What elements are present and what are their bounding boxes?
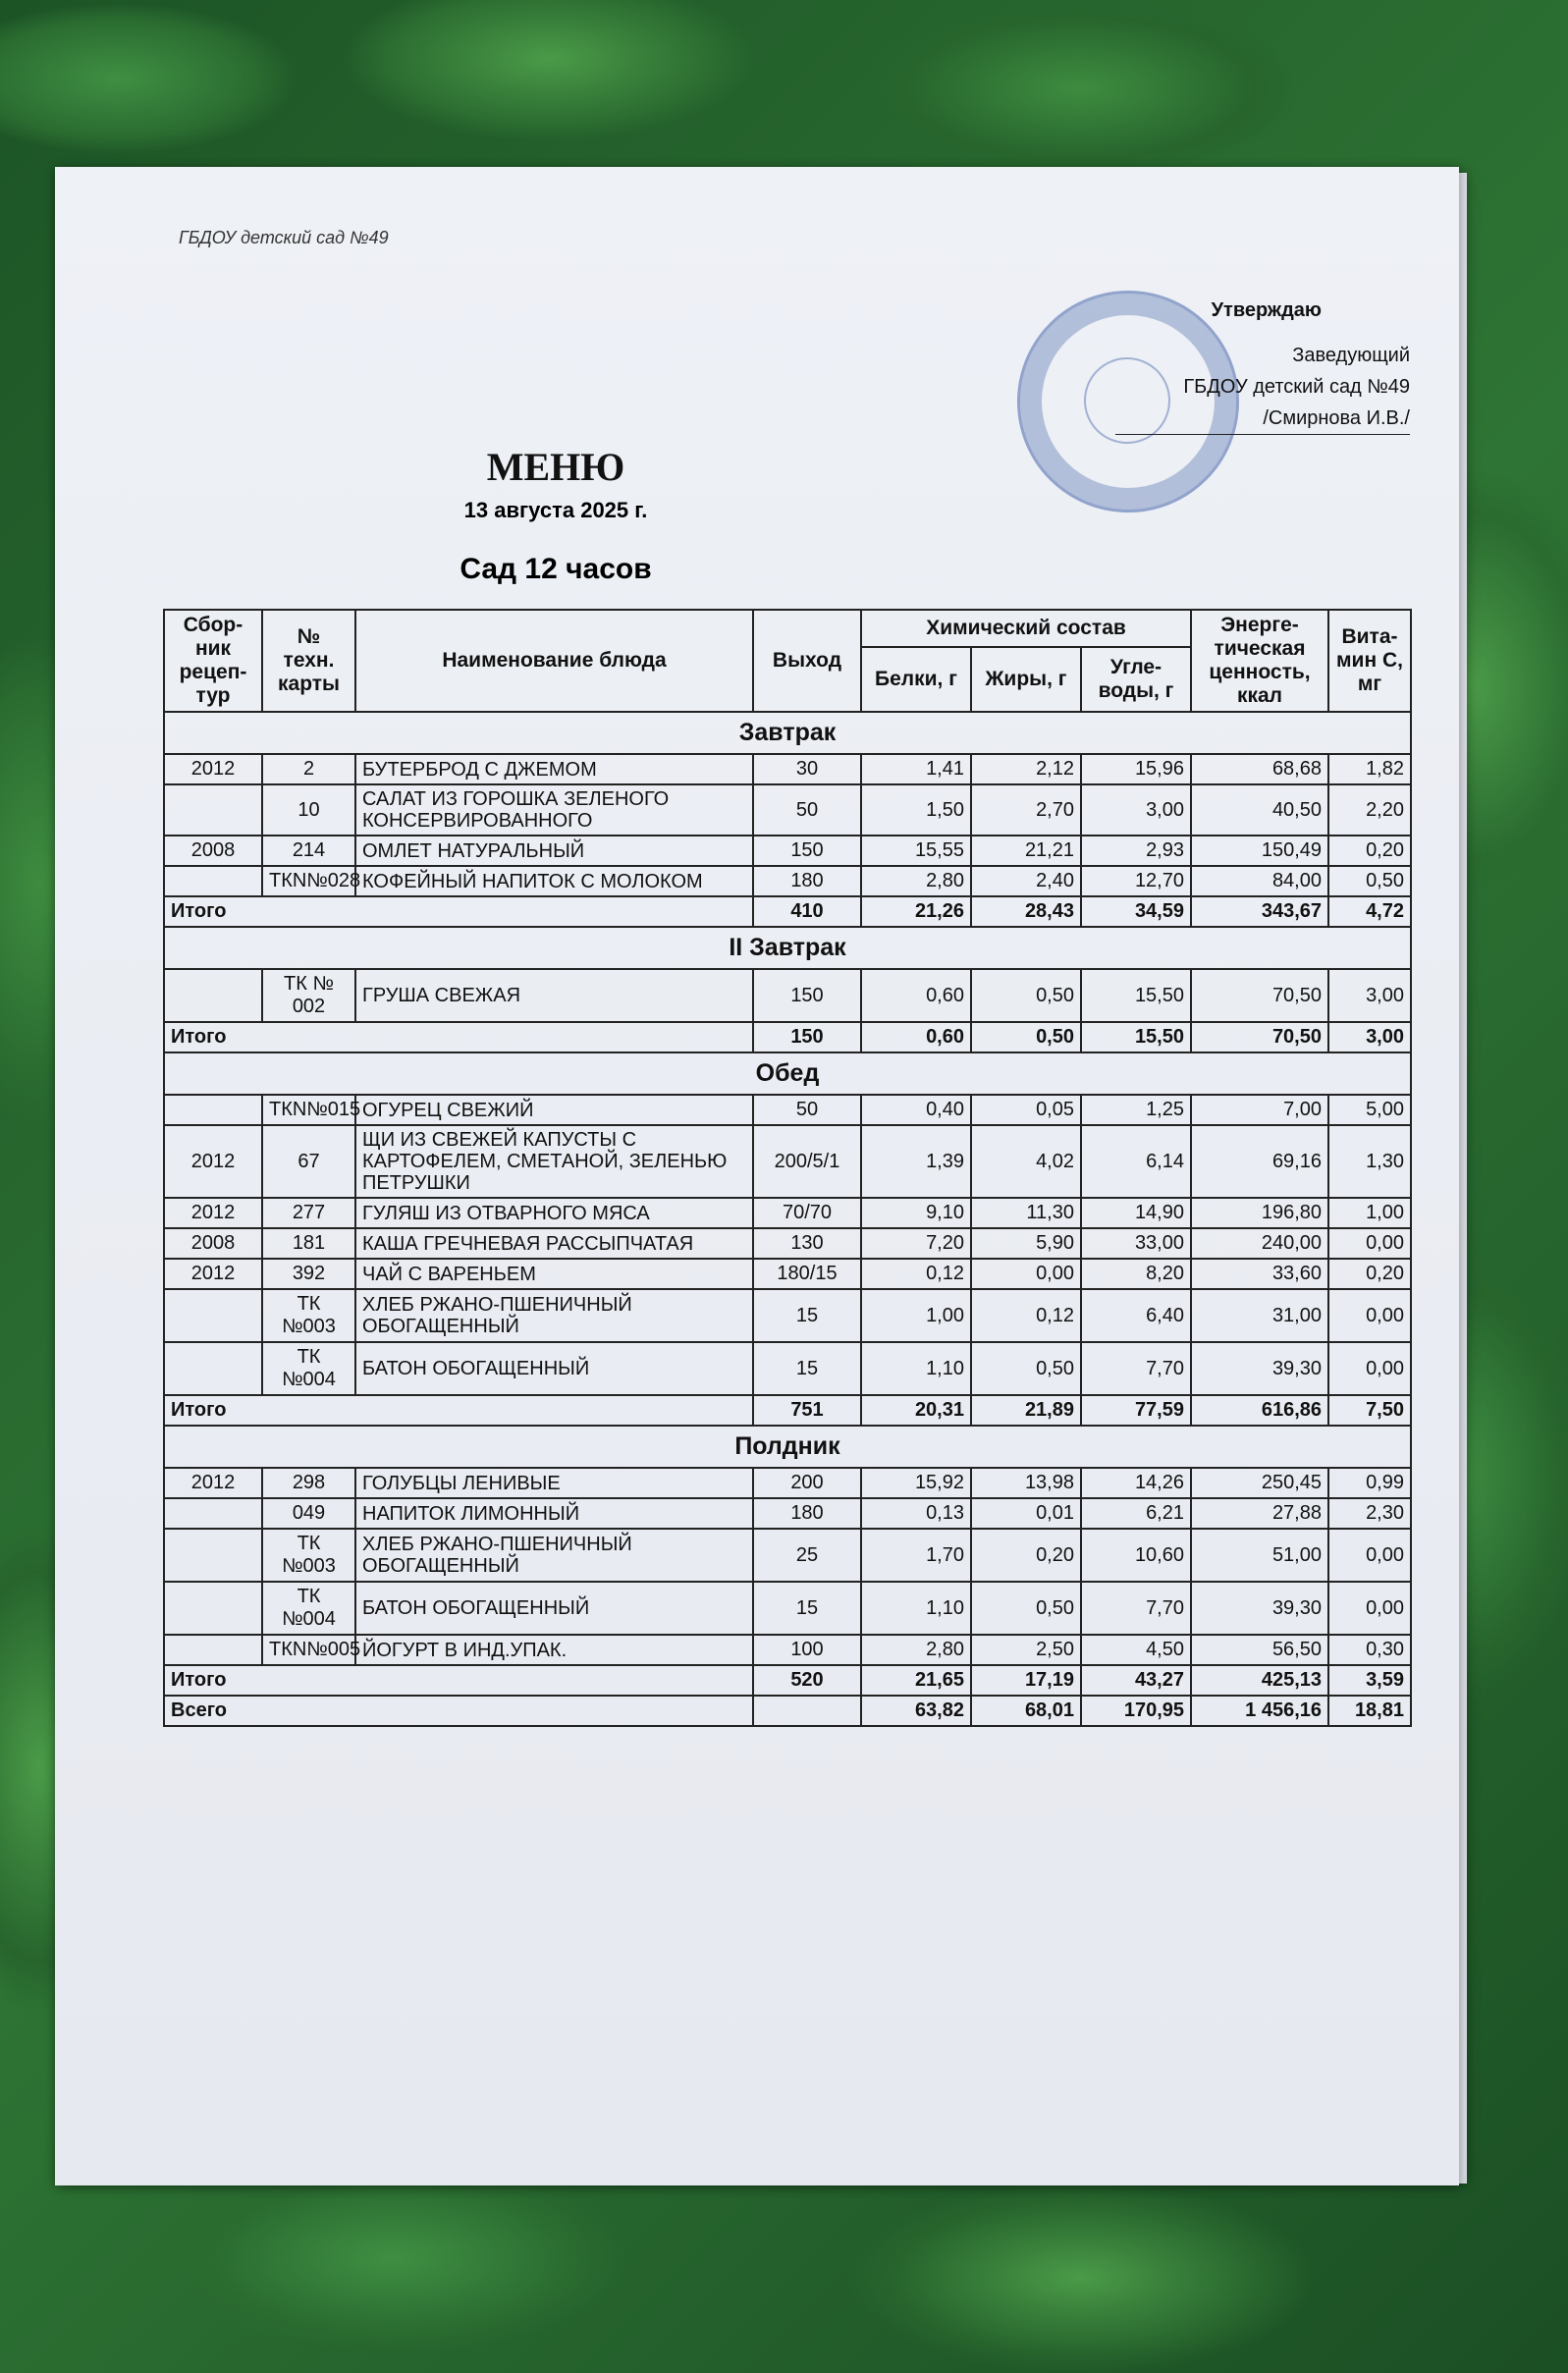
cell-techcard: 298 bbox=[262, 1468, 355, 1498]
cell-dish-name: САЛАТ ИЗ ГОРОШКА ЗЕЛЕНОГО КОНСЕРВИРОВАННОГО bbox=[355, 784, 753, 836]
cell-protein: 9,10 bbox=[861, 1198, 971, 1228]
grand-total-carbs: 170,95 bbox=[1081, 1696, 1191, 1726]
col-output: Выход bbox=[753, 610, 861, 712]
cell-carbs: 15,50 bbox=[1081, 969, 1191, 1022]
cell-protein: 1,10 bbox=[861, 1582, 971, 1635]
cell-energy: 240,00 bbox=[1191, 1228, 1328, 1259]
section-title: Завтрак bbox=[164, 712, 1411, 754]
total-energy: 425,13 bbox=[1191, 1665, 1328, 1696]
cell-carbs: 14,90 bbox=[1081, 1198, 1191, 1228]
table-row bbox=[164, 836, 1411, 866]
cell-output: 70/70 bbox=[753, 1198, 861, 1228]
col-chem: Химический состав bbox=[861, 610, 1191, 647]
cell-carbs: 2,93 bbox=[1081, 836, 1191, 866]
cell-fat: 13,98 bbox=[971, 1468, 1081, 1498]
cell-fat: 21,21 bbox=[971, 836, 1081, 866]
cell-sbornik: 2008 bbox=[164, 836, 262, 866]
total-row bbox=[164, 1022, 1411, 1052]
cell-dish-name: НАПИТОК ЛИМОННЫЙ bbox=[355, 1498, 753, 1529]
cell-carbs: 6,14 bbox=[1081, 1125, 1191, 1198]
cell-dish-name: БУТЕРБРОД С ДЖЕМОМ bbox=[355, 754, 753, 784]
cell-energy: 39,30 bbox=[1191, 1582, 1328, 1635]
cell-protein: 15,92 bbox=[861, 1468, 971, 1498]
approve-org: ГБДОУ детский сад №49 bbox=[1183, 376, 1410, 398]
cell-dish-name: БАТОН ОБОГАЩЕННЫЙ bbox=[355, 1582, 753, 1635]
cell-output: 200/5/1 bbox=[753, 1125, 861, 1198]
cell-protein: 1,00 bbox=[861, 1289, 971, 1342]
table-row bbox=[164, 1582, 1411, 1635]
cell-techcard: ТК № 002 bbox=[262, 969, 355, 1022]
section-title: Обед bbox=[164, 1052, 1411, 1095]
total-fat: 28,43 bbox=[971, 896, 1081, 927]
col-energy: Энерге-тическая ценность, ккал bbox=[1191, 610, 1328, 712]
total-protein: 21,65 bbox=[861, 1665, 971, 1696]
table-row bbox=[164, 1198, 1411, 1228]
col-protein: Белки, г bbox=[861, 647, 971, 712]
col-sbornik: Сбор-ник рецеп-тур bbox=[164, 610, 262, 712]
table-row bbox=[164, 784, 1411, 836]
cell-sbornik bbox=[164, 1635, 262, 1665]
cell-techcard: 277 bbox=[262, 1198, 355, 1228]
cell-protein: 2,80 bbox=[861, 1635, 971, 1665]
table-row bbox=[164, 1468, 1411, 1498]
cell-vitamin: 1,00 bbox=[1328, 1198, 1411, 1228]
menu-date: 13 августа 2025 г. bbox=[463, 498, 648, 522]
table-row bbox=[164, 969, 1411, 1022]
table-row bbox=[164, 1095, 1411, 1125]
cell-vitamin: 2,30 bbox=[1328, 1498, 1411, 1529]
cell-protein: 1,39 bbox=[861, 1125, 971, 1198]
cell-protein: 0,40 bbox=[861, 1095, 971, 1125]
cell-fat: 0,01 bbox=[971, 1498, 1081, 1529]
cell-dish-name: ХЛЕБ РЖАНО-ПШЕНИЧНЫЙ ОБОГАЩЕННЫЙ bbox=[355, 1529, 753, 1582]
cell-dish-name: КАША ГРЕЧНЕВАЯ РАССЫПЧАТАЯ bbox=[355, 1228, 753, 1259]
approval-block bbox=[1096, 295, 1410, 435]
section-row bbox=[164, 1426, 1411, 1468]
cell-energy: 70,50 bbox=[1191, 969, 1328, 1022]
col-name: Наименование блюда bbox=[355, 610, 753, 712]
total-output: 520 bbox=[753, 1665, 861, 1696]
cell-techcard: 67 bbox=[262, 1125, 355, 1198]
cell-carbs: 10,60 bbox=[1081, 1529, 1191, 1582]
table-row bbox=[164, 866, 1411, 896]
approve-title: Утверждаю bbox=[1211, 299, 1322, 321]
table-row bbox=[164, 1498, 1411, 1529]
total-vitamin: 4,72 bbox=[1328, 896, 1411, 927]
cell-fat: 0,00 bbox=[971, 1259, 1081, 1289]
menu-table bbox=[163, 609, 1412, 1727]
total-label: Итого bbox=[164, 1665, 753, 1696]
cell-energy: 39,30 bbox=[1191, 1342, 1328, 1395]
cell-vitamin: 1,82 bbox=[1328, 754, 1411, 784]
grand-total-fat: 68,01 bbox=[971, 1696, 1081, 1726]
cell-fat: 0,50 bbox=[971, 1342, 1081, 1395]
approve-position: Заведующий bbox=[1292, 345, 1410, 366]
table-row bbox=[164, 1259, 1411, 1289]
cell-vitamin: 0,20 bbox=[1328, 1259, 1411, 1289]
cell-energy: 84,00 bbox=[1191, 866, 1328, 896]
col-techcard: № техн. карты bbox=[262, 610, 355, 712]
cell-energy: 196,80 bbox=[1191, 1198, 1328, 1228]
total-label: Итого bbox=[164, 1395, 753, 1426]
cell-vitamin: 0,00 bbox=[1328, 1342, 1411, 1395]
cell-dish-name: ХЛЕБ РЖАНО-ПШЕНИЧНЫЙ ОБОГАЩЕННЫЙ bbox=[355, 1289, 753, 1342]
col-fat: Жиры, г bbox=[971, 647, 1081, 712]
cell-output: 150 bbox=[753, 969, 861, 1022]
cell-dish-name: ГУЛЯШ ИЗ ОТВАРНОГО МЯСА bbox=[355, 1198, 753, 1228]
cell-protein: 1,70 bbox=[861, 1529, 971, 1582]
cell-protein: 7,20 bbox=[861, 1228, 971, 1259]
cell-output: 50 bbox=[753, 784, 861, 836]
cell-output: 180/15 bbox=[753, 1259, 861, 1289]
cell-carbs: 14,26 bbox=[1081, 1468, 1191, 1498]
section-row bbox=[164, 927, 1411, 969]
cell-techcard: 049 bbox=[262, 1498, 355, 1529]
grand-total-row bbox=[164, 1696, 1411, 1726]
cell-fat: 0,12 bbox=[971, 1289, 1081, 1342]
total-carbs: 43,27 bbox=[1081, 1665, 1191, 1696]
total-row bbox=[164, 1665, 1411, 1696]
cell-output: 30 bbox=[753, 754, 861, 784]
cell-energy: 250,45 bbox=[1191, 1468, 1328, 1498]
cell-energy: 31,00 bbox=[1191, 1289, 1328, 1342]
cell-output: 15 bbox=[753, 1289, 861, 1342]
cell-output: 180 bbox=[753, 1498, 861, 1529]
table-row bbox=[164, 1125, 1411, 1198]
grand-total-vitamin: 18,81 bbox=[1328, 1696, 1411, 1726]
cell-techcard: 2 bbox=[262, 754, 355, 784]
menu-subtitle: Сад 12 часов bbox=[460, 553, 652, 585]
table-row bbox=[164, 1289, 1411, 1342]
cell-techcard: ТКN№005 bbox=[262, 1635, 355, 1665]
cell-carbs: 7,70 bbox=[1081, 1342, 1191, 1395]
total-protein: 21,26 bbox=[861, 896, 971, 927]
total-energy: 343,67 bbox=[1191, 896, 1328, 927]
cell-fat: 11,30 bbox=[971, 1198, 1081, 1228]
cell-techcard: 10 bbox=[262, 784, 355, 836]
cell-protein: 0,60 bbox=[861, 969, 971, 1022]
cell-output: 180 bbox=[753, 866, 861, 896]
total-energy: 70,50 bbox=[1191, 1022, 1328, 1052]
cell-fat: 4,02 bbox=[971, 1125, 1081, 1198]
cell-energy: 150,49 bbox=[1191, 836, 1328, 866]
total-vitamin: 3,00 bbox=[1328, 1022, 1411, 1052]
cell-output: 15 bbox=[753, 1582, 861, 1635]
cell-fat: 0,50 bbox=[971, 969, 1081, 1022]
cell-output: 25 bbox=[753, 1529, 861, 1582]
total-vitamin: 7,50 bbox=[1328, 1395, 1411, 1426]
total-row bbox=[164, 896, 1411, 927]
cell-vitamin: 2,20 bbox=[1328, 784, 1411, 836]
cell-energy: 40,50 bbox=[1191, 784, 1328, 836]
cell-dish-name: ЙОГУРТ В ИНД.УПАК. bbox=[355, 1635, 753, 1665]
cell-sbornik bbox=[164, 1529, 262, 1582]
cell-techcard: ТК №004 bbox=[262, 1342, 355, 1395]
cell-carbs: 1,25 bbox=[1081, 1095, 1191, 1125]
cell-vitamin: 0,99 bbox=[1328, 1468, 1411, 1498]
total-label: Итого bbox=[164, 896, 753, 927]
total-fat: 21,89 bbox=[971, 1395, 1081, 1426]
cell-vitamin: 0,00 bbox=[1328, 1529, 1411, 1582]
col-carbs: Угле-воды, г bbox=[1081, 647, 1191, 712]
cell-protein: 2,80 bbox=[861, 866, 971, 896]
cell-fat: 2,70 bbox=[971, 784, 1081, 836]
cell-carbs: 8,20 bbox=[1081, 1259, 1191, 1289]
cell-vitamin: 0,00 bbox=[1328, 1228, 1411, 1259]
table-row bbox=[164, 1342, 1411, 1395]
cell-vitamin: 1,30 bbox=[1328, 1125, 1411, 1198]
cell-output: 100 bbox=[753, 1635, 861, 1665]
table-header bbox=[164, 610, 1411, 712]
cell-dish-name: ОГУРЕЦ СВЕЖИЙ bbox=[355, 1095, 753, 1125]
cell-sbornik bbox=[164, 1342, 262, 1395]
cell-dish-name: КОФЕЙНЫЙ НАПИТОК С МОЛОКОМ bbox=[355, 866, 753, 896]
section-title: II Завтрак bbox=[164, 927, 1411, 969]
page-title: МЕНЮ bbox=[486, 445, 625, 489]
cell-sbornik bbox=[164, 1289, 262, 1342]
section-row bbox=[164, 712, 1411, 754]
table-row bbox=[164, 754, 1411, 784]
cell-techcard: ТК №003 bbox=[262, 1529, 355, 1582]
cell-techcard: 392 bbox=[262, 1259, 355, 1289]
total-label: Итого bbox=[164, 1022, 753, 1052]
cell-output: 200 bbox=[753, 1468, 861, 1498]
cell-protein: 1,50 bbox=[861, 784, 971, 836]
col-vitamin: Вита-мин С, мг bbox=[1328, 610, 1411, 712]
cell-vitamin: 0,50 bbox=[1328, 866, 1411, 896]
cell-fat: 2,50 bbox=[971, 1635, 1081, 1665]
cell-fat: 0,50 bbox=[971, 1582, 1081, 1635]
cell-carbs: 12,70 bbox=[1081, 866, 1191, 896]
section-title: Полдник bbox=[164, 1426, 1411, 1468]
cell-energy: 68,68 bbox=[1191, 754, 1328, 784]
total-fat: 0,50 bbox=[971, 1022, 1081, 1052]
cell-carbs: 15,96 bbox=[1081, 754, 1191, 784]
cell-dish-name: ГРУША СВЕЖАЯ bbox=[355, 969, 753, 1022]
section-row bbox=[164, 1052, 1411, 1095]
total-protein: 20,31 bbox=[861, 1395, 971, 1426]
cell-vitamin: 0,00 bbox=[1328, 1289, 1411, 1342]
total-energy: 616,86 bbox=[1191, 1395, 1328, 1426]
cell-carbs: 4,50 bbox=[1081, 1635, 1191, 1665]
cell-techcard: 214 bbox=[262, 836, 355, 866]
cell-output: 15 bbox=[753, 1342, 861, 1395]
total-row bbox=[164, 1395, 1411, 1426]
cell-carbs: 7,70 bbox=[1081, 1582, 1191, 1635]
cell-fat: 2,12 bbox=[971, 754, 1081, 784]
total-carbs: 15,50 bbox=[1081, 1022, 1191, 1052]
cell-sbornik: 2012 bbox=[164, 1125, 262, 1198]
cell-vitamin: 3,00 bbox=[1328, 969, 1411, 1022]
cell-protein: 1,41 bbox=[861, 754, 971, 784]
organization-name: ГБДОУ детский сад №49 bbox=[179, 228, 389, 247]
cell-dish-name: ГОЛУБЦЫ ЛЕНИВЫЕ bbox=[355, 1468, 753, 1498]
cell-sbornik bbox=[164, 866, 262, 896]
grand-total-protein: 63,82 bbox=[861, 1696, 971, 1726]
cell-energy: 7,00 bbox=[1191, 1095, 1328, 1125]
cell-energy: 69,16 bbox=[1191, 1125, 1328, 1198]
cell-carbs: 6,21 bbox=[1081, 1498, 1191, 1529]
cell-vitamin: 0,20 bbox=[1328, 836, 1411, 866]
cell-fat: 2,40 bbox=[971, 866, 1081, 896]
grand-total-output bbox=[753, 1696, 861, 1726]
menu-document bbox=[55, 167, 1459, 2185]
grand-total-energy: 1 456,16 bbox=[1191, 1696, 1328, 1726]
table-row bbox=[164, 1529, 1411, 1582]
cell-carbs: 3,00 bbox=[1081, 784, 1191, 836]
total-carbs: 34,59 bbox=[1081, 896, 1191, 927]
total-fat: 17,19 bbox=[971, 1665, 1081, 1696]
cell-fat: 0,05 bbox=[971, 1095, 1081, 1125]
cell-output: 50 bbox=[753, 1095, 861, 1125]
cell-vitamin: 5,00 bbox=[1328, 1095, 1411, 1125]
cell-output: 130 bbox=[753, 1228, 861, 1259]
cell-carbs: 6,40 bbox=[1081, 1289, 1191, 1342]
approve-signature: /Смирнова И.В./ bbox=[1115, 403, 1410, 435]
cell-protein: 1,10 bbox=[861, 1342, 971, 1395]
cell-sbornik bbox=[164, 969, 262, 1022]
cell-energy: 51,00 bbox=[1191, 1529, 1328, 1582]
cell-sbornik bbox=[164, 1095, 262, 1125]
cell-protein: 0,12 bbox=[861, 1259, 971, 1289]
cell-techcard: 181 bbox=[262, 1228, 355, 1259]
title-block bbox=[55, 444, 1459, 586]
cell-dish-name: ЧАЙ С ВАРЕНЬЕМ bbox=[355, 1259, 753, 1289]
cell-output: 150 bbox=[753, 836, 861, 866]
grand-total-label: Всего bbox=[164, 1696, 753, 1726]
cell-protein: 0,13 bbox=[861, 1498, 971, 1529]
table-row bbox=[164, 1228, 1411, 1259]
cell-protein: 15,55 bbox=[861, 836, 971, 866]
cell-fat: 0,20 bbox=[971, 1529, 1081, 1582]
total-vitamin: 3,59 bbox=[1328, 1665, 1411, 1696]
total-output: 751 bbox=[753, 1395, 861, 1426]
cell-techcard: ТКN№015 bbox=[262, 1095, 355, 1125]
cell-carbs: 33,00 bbox=[1081, 1228, 1191, 1259]
cell-techcard: ТК №003 bbox=[262, 1289, 355, 1342]
cell-energy: 33,60 bbox=[1191, 1259, 1328, 1289]
cell-sbornik: 2012 bbox=[164, 754, 262, 784]
cell-dish-name: ЩИ ИЗ СВЕЖЕЙ КАПУСТЫ С КАРТОФЕЛЕМ, СМЕТАНОЙ, ЗЕЛЕНЬЮ ПЕТРУШКИ bbox=[355, 1125, 753, 1198]
cell-sbornik bbox=[164, 1582, 262, 1635]
cell-sbornik bbox=[164, 1498, 262, 1529]
cell-dish-name: ОМЛЕТ НАТУРАЛЬНЫЙ bbox=[355, 836, 753, 866]
cell-fat: 5,90 bbox=[971, 1228, 1081, 1259]
cell-sbornik bbox=[164, 784, 262, 836]
cell-energy: 27,88 bbox=[1191, 1498, 1328, 1529]
cell-techcard: ТК №004 bbox=[262, 1582, 355, 1635]
cell-sbornik: 2012 bbox=[164, 1259, 262, 1289]
total-carbs: 77,59 bbox=[1081, 1395, 1191, 1426]
cell-sbornik: 2012 bbox=[164, 1198, 262, 1228]
total-output: 410 bbox=[753, 896, 861, 927]
table-row bbox=[164, 1635, 1411, 1665]
cell-techcard: ТКN№028 bbox=[262, 866, 355, 896]
table-body bbox=[164, 712, 1411, 1726]
cell-energy: 56,50 bbox=[1191, 1635, 1328, 1665]
cell-vitamin: 0,00 bbox=[1328, 1582, 1411, 1635]
cell-sbornik: 2012 bbox=[164, 1468, 262, 1498]
total-output: 150 bbox=[753, 1022, 861, 1052]
cell-vitamin: 0,30 bbox=[1328, 1635, 1411, 1665]
cell-dish-name: БАТОН ОБОГАЩЕННЫЙ bbox=[355, 1342, 753, 1395]
total-protein: 0,60 bbox=[861, 1022, 971, 1052]
cell-sbornik: 2008 bbox=[164, 1228, 262, 1259]
